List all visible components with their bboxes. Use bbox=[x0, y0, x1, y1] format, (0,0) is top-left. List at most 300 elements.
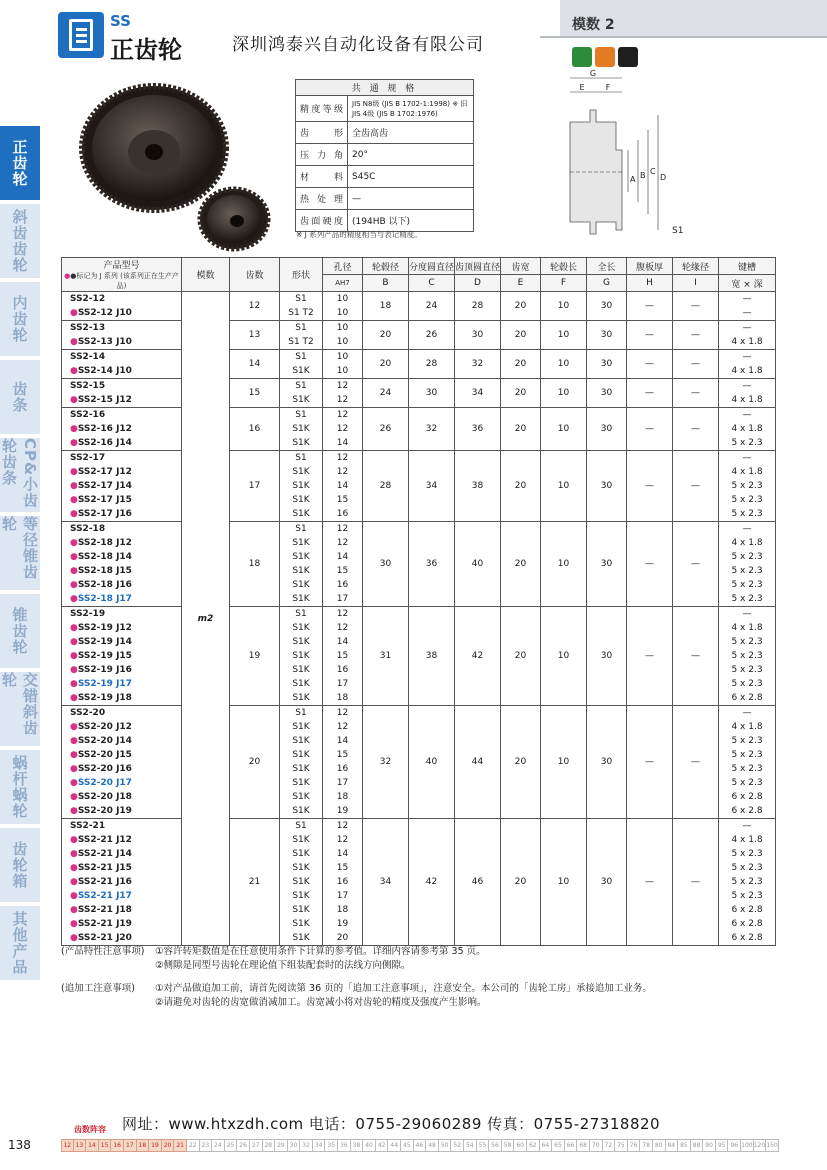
keyway-list bbox=[719, 321, 776, 350]
teeth-chip: 54 bbox=[464, 1139, 477, 1152]
product-name bbox=[70, 379, 181, 393]
dim-b-value: 18 bbox=[363, 292, 409, 321]
dim-b-value: 20 bbox=[363, 350, 409, 379]
j-series-dot: ● bbox=[70, 764, 78, 774]
teeth-chip: 13 bbox=[74, 1139, 87, 1152]
dim-h-value: — bbox=[627, 607, 673, 706]
feature-notes bbox=[61, 945, 486, 973]
bore-value: 12 bbox=[336, 623, 349, 633]
j-series-dot: ● bbox=[70, 366, 78, 376]
ground-icon bbox=[572, 47, 592, 67]
sidebar-tab-label: 其他产品 bbox=[10, 911, 29, 975]
keyway-value: — bbox=[742, 609, 752, 619]
keyway-value: 5 x 2.3 bbox=[731, 750, 763, 760]
bore-value: 12 bbox=[336, 395, 349, 405]
shape-list bbox=[280, 451, 323, 522]
product-name bbox=[70, 861, 181, 875]
bore-value: 16 bbox=[336, 665, 349, 675]
product-name bbox=[70, 875, 181, 889]
col-letter-h: H bbox=[627, 275, 673, 292]
teeth-lineup-label: 齿数阵容 bbox=[74, 1125, 106, 1134]
product-name-text: SS2-20 J16 bbox=[77, 764, 132, 774]
dim-f: F bbox=[605, 83, 611, 92]
product-name-text: SS2-20 J14 bbox=[77, 736, 132, 746]
bore-value: 10 bbox=[336, 366, 349, 376]
dim-f-value: 10 bbox=[541, 408, 587, 451]
teeth-chip: 70 bbox=[590, 1139, 603, 1152]
j-series-dot: ● bbox=[70, 736, 78, 746]
product-name bbox=[70, 493, 181, 507]
product-name-text: SS2-12 bbox=[70, 294, 106, 304]
dim-b-value: 32 bbox=[363, 706, 409, 819]
dim-c-value: 38 bbox=[409, 607, 455, 706]
bore-value: 12 bbox=[336, 609, 349, 619]
sidebar-tab[interactable] bbox=[0, 516, 40, 590]
sidebar-tab[interactable] bbox=[0, 360, 40, 434]
teeth-chip: 50 bbox=[439, 1139, 452, 1152]
bore-value: 12 bbox=[336, 538, 349, 548]
product-name-text: SS2-20 J19 bbox=[77, 806, 132, 816]
dim-i-value: — bbox=[673, 292, 719, 321]
product-name-text: SS2-18 J17 bbox=[77, 594, 132, 604]
teeth-chip: 35 bbox=[325, 1139, 338, 1152]
shape-value: S1K bbox=[292, 509, 310, 519]
keyway-value: — bbox=[742, 308, 752, 318]
shape-value: S1K bbox=[292, 750, 310, 760]
dim-h-value: — bbox=[627, 350, 673, 379]
shape-list bbox=[280, 350, 323, 379]
spec-row bbox=[296, 166, 474, 188]
keyway-value: 6 x 2.8 bbox=[731, 806, 763, 816]
shape-value: S1K bbox=[292, 849, 310, 859]
product-table bbox=[61, 257, 776, 946]
dim-i-value: — bbox=[673, 706, 719, 819]
product-name bbox=[70, 677, 181, 691]
shape-value: S1 bbox=[295, 821, 307, 831]
bore-list bbox=[323, 706, 363, 819]
table-row-group bbox=[62, 706, 776, 819]
spec-value: JIS N8级 (JIS B 1702-1:1998) ※ 旧JIS 4级 (JIS B 1702:1976) bbox=[348, 96, 474, 122]
dim-c-value: 34 bbox=[409, 451, 455, 522]
keyway-value: 5 x 2.3 bbox=[731, 665, 763, 675]
j-series-dot: ● bbox=[70, 467, 78, 477]
shape-value: S1K bbox=[292, 891, 310, 901]
dim-e-value: 20 bbox=[501, 451, 541, 522]
shape-value: S1K bbox=[292, 764, 310, 774]
product-name bbox=[70, 564, 181, 578]
sidebar-tab[interactable] bbox=[0, 672, 40, 746]
dim-c-value: 42 bbox=[409, 819, 455, 946]
product-names bbox=[62, 292, 182, 321]
col-web: 腹板厚 bbox=[627, 258, 673, 275]
shape-list bbox=[280, 819, 323, 946]
keyway-value: 5 x 2.3 bbox=[731, 594, 763, 604]
teeth-chip: 90 bbox=[703, 1139, 716, 1152]
col-hub-length: 轮毂长 bbox=[541, 258, 587, 275]
dim-e-value: 20 bbox=[501, 706, 541, 819]
dim-d-value: 28 bbox=[455, 292, 501, 321]
product-name bbox=[70, 335, 181, 349]
product-name-text: SS2-21 J12 bbox=[77, 835, 132, 845]
product-name-text: SS2-19 J12 bbox=[77, 623, 132, 633]
bore-value: 14 bbox=[336, 637, 349, 647]
j-series-dot: ● bbox=[70, 495, 78, 505]
dim-c-value: 40 bbox=[409, 706, 455, 819]
dim-c-value: 36 bbox=[409, 522, 455, 607]
bore-value: 18 bbox=[336, 693, 349, 703]
bore-value: 12 bbox=[336, 424, 349, 434]
table-row-group bbox=[62, 321, 776, 350]
product-name bbox=[70, 436, 181, 450]
dim-f-value: 10 bbox=[541, 321, 587, 350]
spec-key: 热处理 bbox=[296, 188, 348, 210]
keyway-value: 4 x 1.8 bbox=[731, 424, 763, 434]
bore-value: 12 bbox=[336, 524, 349, 534]
product-name bbox=[70, 292, 181, 306]
product-name bbox=[70, 592, 181, 606]
teeth-chip: 60 bbox=[514, 1139, 527, 1152]
teeth-chip: 48 bbox=[426, 1139, 439, 1152]
product-name-text: SS2-20 bbox=[70, 708, 106, 718]
product-name bbox=[70, 931, 181, 945]
bore-value: 16 bbox=[336, 877, 349, 887]
teeth-count: 13 bbox=[230, 321, 280, 350]
dim-g-value: 30 bbox=[587, 408, 627, 451]
teeth-chip: 18 bbox=[137, 1139, 150, 1152]
bore-list bbox=[323, 819, 363, 946]
dim-e-value: 20 bbox=[501, 408, 541, 451]
sidebar-tab[interactable] bbox=[0, 282, 40, 356]
product-name-text: SS2-21 J15 bbox=[77, 863, 132, 873]
dim-f-value: 10 bbox=[541, 292, 587, 321]
keyway-value: 5 x 2.3 bbox=[731, 764, 763, 774]
product-name bbox=[70, 321, 181, 335]
dim-g-value: 30 bbox=[587, 379, 627, 408]
j-series-dot: ● bbox=[70, 750, 78, 760]
j-series-dot: ● bbox=[70, 594, 78, 604]
keyway-list bbox=[719, 408, 776, 451]
product-name-text: SS2-19 bbox=[70, 609, 106, 619]
product-name bbox=[70, 507, 181, 521]
teeth-chip: 44 bbox=[388, 1139, 401, 1152]
bore-value: 17 bbox=[336, 891, 349, 901]
product-name bbox=[70, 663, 181, 677]
bore-list bbox=[323, 350, 363, 379]
sidebar-tab[interactable] bbox=[0, 906, 40, 980]
col-total: 全长 bbox=[587, 258, 627, 275]
col-letter-d: D bbox=[455, 275, 501, 292]
keyway-value: 4 x 1.8 bbox=[731, 467, 763, 477]
bore-value: 19 bbox=[336, 919, 349, 929]
bore-value: 14 bbox=[336, 552, 349, 562]
dim-d-value: 46 bbox=[455, 819, 501, 946]
bore-value: 10 bbox=[336, 323, 349, 333]
module-value: m2 bbox=[182, 292, 230, 946]
keyway-value: — bbox=[742, 453, 752, 463]
dim-c-value: 32 bbox=[409, 408, 455, 451]
shape-value: S1K bbox=[292, 792, 310, 802]
teeth-chip: 96 bbox=[728, 1139, 741, 1152]
teeth-chip: 78 bbox=[640, 1139, 653, 1152]
feature-note-2: ②侧隙是同型号齿轮在理论值下组装配套时的法线方向侧隙。 bbox=[155, 960, 411, 971]
table-row-group bbox=[62, 379, 776, 408]
col-tip: 齿顶圆直径 bbox=[455, 258, 501, 275]
j-series-dot: ● bbox=[70, 919, 78, 929]
bore-value: 12 bbox=[336, 835, 349, 845]
shape-label: S1 bbox=[672, 226, 684, 236]
teeth-chip: 66 bbox=[565, 1139, 578, 1152]
teeth-count: 20 bbox=[230, 706, 280, 819]
col-bore: 孔径 bbox=[323, 258, 363, 275]
sidebar-tab-label: 交错斜齿轮 bbox=[0, 672, 39, 736]
shape-value: S1K bbox=[292, 538, 310, 548]
col-module: 模数 bbox=[182, 258, 230, 292]
j-series-dot: ● bbox=[70, 580, 78, 590]
dim-g-value: 30 bbox=[587, 321, 627, 350]
product-names bbox=[62, 451, 182, 522]
teeth-chip: 62 bbox=[527, 1139, 540, 1152]
bore-value: 14 bbox=[336, 481, 349, 491]
keyway-value: 6 x 2.8 bbox=[731, 919, 763, 929]
teeth-chip: 25 bbox=[225, 1139, 238, 1152]
bore-value: 17 bbox=[336, 778, 349, 788]
product-name bbox=[70, 364, 181, 378]
bore-value: 16 bbox=[336, 580, 349, 590]
product-name bbox=[70, 804, 181, 818]
col-name: 产品型号 ●●标记为 J 系列 (该系列正在生产产品) bbox=[62, 258, 182, 292]
sidebar-tab[interactable] bbox=[0, 750, 40, 824]
sidebar-tab-label: 斜齿齿轮 bbox=[10, 209, 29, 273]
product-names bbox=[62, 408, 182, 451]
dim-c-value: 24 bbox=[409, 292, 455, 321]
product-name bbox=[70, 819, 181, 833]
col-hub: 轮毂径 bbox=[363, 258, 409, 275]
module-label: 模数 2 bbox=[572, 17, 615, 33]
dim-c-value: 30 bbox=[409, 379, 455, 408]
shape-value: S1K bbox=[292, 637, 310, 647]
col-face: 齿宽 bbox=[501, 258, 541, 275]
sidebar-tab-label: 锥齿轮 bbox=[10, 607, 29, 655]
product-name-text: SS2-19 J17 bbox=[77, 679, 132, 689]
product-name-text: SS2-19 J18 bbox=[77, 693, 132, 703]
product-name bbox=[70, 889, 181, 903]
keyway-list bbox=[719, 706, 776, 819]
product-name bbox=[70, 393, 181, 407]
spec-value: S45C bbox=[348, 166, 474, 188]
dim-a: A bbox=[630, 175, 636, 184]
gear-photo bbox=[72, 76, 282, 256]
product-name bbox=[70, 691, 181, 705]
teeth-count: 12 bbox=[230, 292, 280, 321]
product-name-text: SS2-17 bbox=[70, 453, 106, 463]
bore-list bbox=[323, 451, 363, 522]
teeth-chip: 27 bbox=[250, 1139, 263, 1152]
sidebar-tab[interactable] bbox=[0, 126, 40, 200]
teeth-chip: 100 bbox=[741, 1139, 754, 1152]
dim-g-value: 30 bbox=[587, 292, 627, 321]
dim-e-value: 20 bbox=[501, 292, 541, 321]
product-names bbox=[62, 819, 182, 946]
shape-value: S1K bbox=[292, 495, 310, 505]
feature-note-1: ①容许转矩数值是在任意使用条件下计算的参考值。详细内容请参考第 35 页。 bbox=[155, 946, 486, 957]
teeth-chip: 85 bbox=[678, 1139, 691, 1152]
j-series-dot: ● bbox=[70, 665, 78, 675]
product-name bbox=[70, 917, 181, 931]
j-series-dot: ● bbox=[70, 849, 78, 859]
spec-note: ※ J 系列产品的精度相当与表记精度。 bbox=[296, 230, 422, 239]
col-shape: 形状 bbox=[280, 258, 323, 292]
j-series-dot: ● bbox=[70, 308, 78, 318]
keyway-value: 5 x 2.3 bbox=[731, 877, 763, 887]
sidebar-tab[interactable] bbox=[0, 438, 40, 512]
product-name-text: SS2-18 J16 bbox=[77, 580, 132, 590]
dim-i-value: — bbox=[673, 819, 719, 946]
shape-list bbox=[280, 379, 323, 408]
keyway-value: 6 x 2.8 bbox=[731, 792, 763, 802]
keyway-value: 4 x 1.8 bbox=[731, 722, 763, 732]
teeth-chip: 15 bbox=[99, 1139, 112, 1152]
table-row-group bbox=[62, 607, 776, 706]
product-name bbox=[70, 706, 181, 720]
shape-value: S1K bbox=[292, 877, 310, 887]
sidebar-tab-label: 蜗杆蜗轮 bbox=[10, 755, 29, 819]
shape-value: S1K bbox=[292, 933, 310, 943]
dim-b-value: 30 bbox=[363, 522, 409, 607]
product-name-text: SS2-20 J18 bbox=[77, 792, 132, 802]
j-series-dot: ● bbox=[70, 806, 78, 816]
keyway-value: 5 x 2.3 bbox=[731, 438, 763, 448]
product-name-text: SS2-20 J12 bbox=[77, 722, 132, 732]
dim-c-value: 26 bbox=[409, 321, 455, 350]
keyway-value: — bbox=[742, 410, 752, 420]
shape-list bbox=[280, 522, 323, 607]
product-name bbox=[70, 720, 181, 734]
product-name bbox=[70, 451, 181, 465]
product-name-text: SS2-21 J16 bbox=[77, 877, 132, 887]
product-name bbox=[70, 762, 181, 776]
j-series-dot: ● bbox=[70, 877, 78, 887]
bore-value: 15 bbox=[336, 750, 349, 760]
sidebar-tab[interactable] bbox=[0, 204, 40, 278]
dim-e-value: 20 bbox=[501, 321, 541, 350]
j-series-dot: ● bbox=[70, 481, 78, 491]
product-name bbox=[70, 776, 181, 790]
sidebar-tab[interactable] bbox=[0, 594, 40, 668]
dim-f-value: 10 bbox=[541, 451, 587, 522]
spec-value: (194HB 以下) bbox=[348, 210, 474, 232]
dim-g-value: 30 bbox=[587, 706, 627, 819]
product-name-text: SS2-20 J15 bbox=[77, 750, 132, 760]
shape-value: S1 bbox=[295, 352, 307, 362]
keyway-value: 5 x 2.3 bbox=[731, 509, 763, 519]
dim-i-value: — bbox=[673, 451, 719, 522]
bore-value: 18 bbox=[336, 792, 349, 802]
keyway-list bbox=[719, 522, 776, 607]
product-name bbox=[70, 790, 181, 804]
table-row-group bbox=[62, 292, 776, 321]
shape-value: S1 bbox=[295, 381, 307, 391]
product-name bbox=[70, 649, 181, 663]
product-name-text: SS2-18 J12 bbox=[77, 538, 132, 548]
bore-value: 10 bbox=[336, 337, 349, 347]
dim-d-value: 40 bbox=[455, 522, 501, 607]
shape-value: S1K bbox=[292, 395, 310, 405]
j-series-dot: ● bbox=[70, 552, 78, 562]
product-name-text: SS2-17 J12 bbox=[77, 467, 132, 477]
teeth-chip: 38 bbox=[351, 1139, 364, 1152]
spec-key: 精度等级 bbox=[296, 96, 348, 122]
dim-e-value: 20 bbox=[501, 350, 541, 379]
dim-h-value: — bbox=[627, 379, 673, 408]
teeth-count: 15 bbox=[230, 379, 280, 408]
product-code: SS bbox=[110, 12, 131, 30]
sidebar-tab-label: 齿轮箱 bbox=[10, 841, 29, 889]
spec-key: 齿面硬度 bbox=[296, 210, 348, 232]
teeth-chip: 40 bbox=[363, 1139, 376, 1152]
product-name bbox=[70, 903, 181, 917]
legend-text: ●标记为 J 系列 (该系列正在生产产品) bbox=[70, 272, 179, 290]
teeth-chip: 120 bbox=[754, 1139, 767, 1152]
teeth-chip: 29 bbox=[275, 1139, 288, 1152]
j-series-dot: ● bbox=[70, 792, 78, 802]
keyway-value: 4 x 1.8 bbox=[731, 395, 763, 405]
shape-value: S1K bbox=[292, 679, 310, 689]
dim-h-value: — bbox=[627, 451, 673, 522]
product-name-text: SS2-14 J10 bbox=[77, 366, 132, 376]
col-letter-b: B bbox=[363, 275, 409, 292]
j-series-dot: ● bbox=[70, 438, 78, 448]
bore-value: 14 bbox=[336, 849, 349, 859]
page-number: 138 bbox=[8, 1138, 31, 1152]
dim-f-value: 10 bbox=[541, 819, 587, 946]
product-name-text: SS2-21 J14 bbox=[77, 849, 132, 859]
shape-value: S1K bbox=[292, 905, 310, 915]
dim-d-value: 36 bbox=[455, 408, 501, 451]
spec-key: 压力角 bbox=[296, 144, 348, 166]
shape-value: S1 bbox=[295, 708, 307, 718]
j-series-dot: ● bbox=[70, 863, 78, 873]
sidebar-tab-label: 内齿轮 bbox=[10, 295, 29, 343]
bore-value: 10 bbox=[336, 308, 349, 318]
sidebar-tab[interactable] bbox=[0, 828, 40, 902]
dim-b-value: 28 bbox=[363, 451, 409, 522]
bore-value: 16 bbox=[336, 764, 349, 774]
teeth-chip: 95 bbox=[716, 1139, 729, 1152]
keyway-value: 5 x 2.3 bbox=[731, 736, 763, 746]
j-series-dot: ● bbox=[70, 337, 78, 347]
j-series-dot: ● bbox=[70, 623, 78, 633]
bore-list bbox=[323, 522, 363, 607]
dim-g-value: 30 bbox=[587, 522, 627, 607]
product-name bbox=[70, 408, 181, 422]
teeth-chip: 75 bbox=[615, 1139, 628, 1152]
bore-list bbox=[323, 607, 363, 706]
product-names bbox=[62, 607, 182, 706]
product-name-text: SS2-20 J17 bbox=[77, 778, 132, 788]
teeth-chip: 34 bbox=[313, 1139, 326, 1152]
dim-g-value: 30 bbox=[587, 350, 627, 379]
product-name-text: SS2-16 J12 bbox=[77, 424, 132, 434]
shape-value: S1K bbox=[292, 693, 310, 703]
category-sidebar bbox=[0, 126, 40, 984]
table-row-group bbox=[62, 408, 776, 451]
dim-g: G bbox=[589, 70, 597, 78]
keyway-value: 4 x 1.8 bbox=[731, 337, 763, 347]
product-name-text: SS2-17 J15 bbox=[77, 495, 132, 505]
dim-d: D bbox=[660, 173, 667, 182]
product-names bbox=[62, 706, 182, 819]
header-rule bbox=[540, 36, 827, 42]
